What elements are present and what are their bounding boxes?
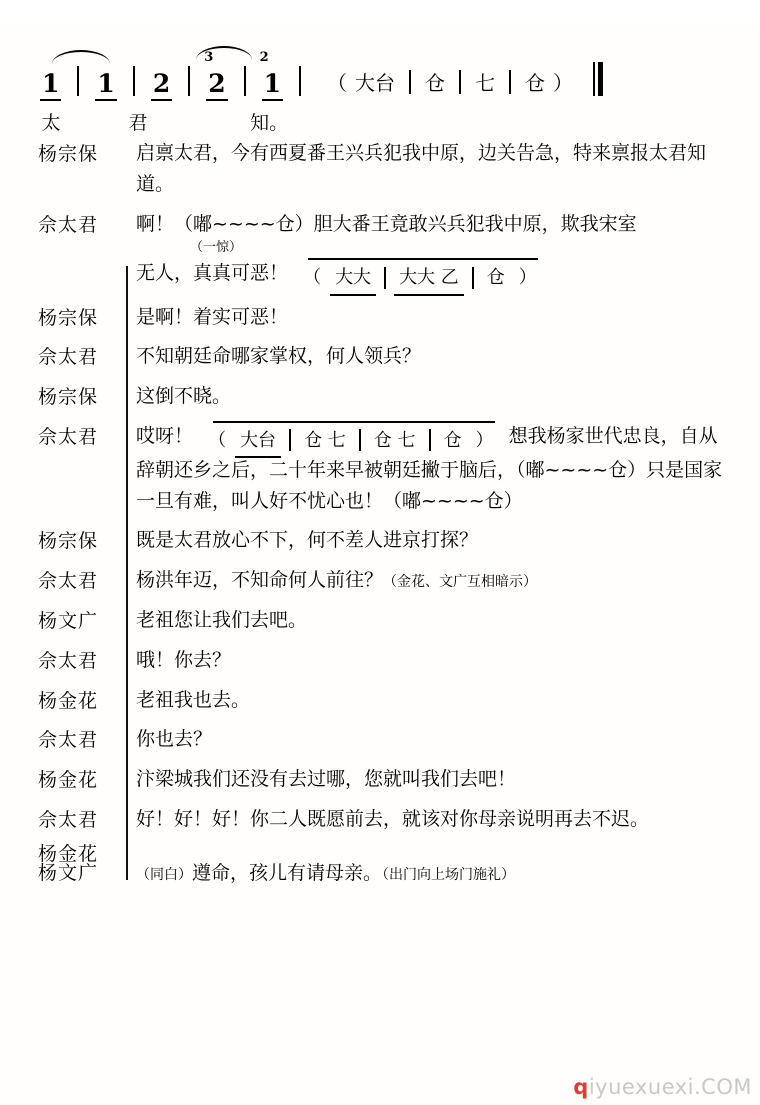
barline [384,267,386,289]
stage-direction: （金花、文广互相暗示） [383,574,538,591]
barline [299,66,301,96]
dialogue-text-after: 想我杨家世代忠良，自从辞朝还乡之后，二十年来早被朝廷撇于脑后，（嘟~~~~仓）只是国家一旦有难，叫人好不忧心也！（嘟~~~~仓） [136,424,723,512]
dialogue-text: 好！好！好！你二人既愿前去，就该对你母亲说明再去不迟。 [136,807,650,830]
lyric-1: 太 [41,112,61,134]
speaker-name: 杨宗保 [38,386,99,409]
perc-syllable-4: 仓 [525,71,546,95]
perc-syllable-2: 仓 [425,71,446,95]
speaker-name: 杨宗保 [38,306,99,329]
dialogue-text: 不知朝廷命哪家掌权，何人领兵？ [136,345,422,368]
perc-syllable-1: 大台 [355,71,396,95]
slur-mark [52,50,110,64]
note-4-value: 2 [208,69,226,98]
stage-direction: （一惊） [190,240,243,256]
sheet-music-page [0,20,760,1105]
speaker-name: 杨宗保 [38,143,99,165]
grace-mark: 3 [204,50,214,65]
perc-syllable-1: 大台 [233,426,283,455]
dialogue-text [124,844,734,889]
dialogue-text: 老祖我也去。 [136,688,251,711]
dialogue-line [38,844,734,889]
perc-syllable-4: 仓 [443,429,462,451]
perc-syllable-3: 仓 [486,267,505,289]
dialogue-line [38,421,734,517]
dialogue-text [124,565,734,596]
perc-syllable-2: 大大 乙 [392,263,466,292]
note-2: 1 [97,69,115,98]
watermark [573,1075,752,1099]
dialogue-text: 哦！你去？ [136,648,232,671]
barline [509,70,511,94]
lyric-row [40,108,324,135]
dialogue-text: 是啊！着实可恶！ [136,305,289,328]
barline [359,429,361,451]
dialogue-line [38,381,734,412]
final-barline-thin [593,62,595,96]
percussion-bracket [308,258,538,260]
barline [409,70,411,94]
note-5 [259,50,283,98]
perc-syllable-1: 大大 [328,263,378,292]
percussion-bracket [213,421,494,423]
dialogue-line [38,302,734,333]
stage-direction: （出门向上场门施礼） [382,866,516,883]
note-5-value: 1 [263,69,282,98]
paren-open: （ [327,71,348,95]
perc-syllable-3: 仓 七 [373,429,416,451]
paren-close: ） [553,71,574,95]
dialogue-line [38,645,734,676]
speaker-name: 佘太君 [38,425,99,448]
dialogue-text: 既是太君放心不下，何不差人进京打探？ [136,529,479,552]
note-row [40,50,603,98]
paren-close: ） [475,429,494,451]
paren-close: ） [518,267,537,289]
notation-line [0,20,760,138]
barline [244,66,246,96]
dialogue-text-part1: 啊！（嘟~~~~仓）胆大番王竟敢兴兵犯我中原，欺我宋室 [136,212,637,235]
dialogue-text-part2 [136,258,734,292]
dialogue-text-main: 遵命，孩儿有请母亲。 [192,861,383,884]
final-barline-thick [598,62,603,96]
dialogue-line [38,565,734,596]
speaker-name-group [38,844,124,883]
speaker-name: 佘太君 [38,346,99,369]
dialogue-line [38,209,734,293]
speaker-name: 佘太君 [38,808,99,831]
watermark-q: q [573,1075,589,1099]
dialogue-line [38,685,734,716]
dialogue-text: 老祖您让我们去吧。 [136,609,308,632]
dialogue-text-lead: 哎呀！ [136,424,194,447]
dialogue-line [38,804,734,835]
barline [429,429,431,451]
dialogue-line [38,764,734,795]
dialogue-prefix: （同白） [136,866,192,883]
dialogue-text: 启禀太君，今有西夏番王兴兵犯我中原，边关告急，特来禀报太君知道。 [136,142,707,195]
dialogue-line [38,605,734,636]
note-4 [204,50,227,98]
speaker-name: 佘太君 [38,649,99,672]
percussion-group [296,263,544,292]
paren-open: （ [303,267,322,289]
dialogue-text: 汴梁城我们还没有去过哪，您就叫我们去吧！ [136,768,517,791]
dialogue-line [38,341,734,372]
paren-open: （ [208,429,227,451]
watermark-text: iyuexuexi.COM [588,1075,752,1099]
barline [289,429,291,451]
speaker-name: 杨宗保 [38,530,99,553]
speaker-name: 杨金花 [38,689,99,712]
dialogue-line [38,138,734,200]
dialogue-block [0,138,760,888]
dialogue-text-main: 杨洪年迈，不知命何人前往？ [136,569,384,592]
note-1: 1 [42,69,60,98]
dialogue-text: 这倒不晓。 [136,385,232,408]
barline [459,70,461,94]
dialogue-line [38,525,734,556]
perc-syllable-3: 七 [475,71,496,95]
speaker-name-1: 杨金花 [38,842,99,865]
dialogue-text-part2-text: 无人，真真可恶！ [136,262,289,285]
speaker-name: 佘太君 [38,213,99,236]
lyric-3: 知。 [250,112,289,134]
perc-syllable-2: 仓 七 [304,429,346,451]
speaker-name: 佘太君 [38,729,99,752]
barline [188,66,190,96]
dialogue-text [124,209,734,293]
dialogue-line [38,724,734,755]
speaker-name: 佘太君 [38,570,99,593]
slur-mark [196,46,252,60]
lyric-2: 君 [128,112,148,134]
grace-mark: 2 [259,50,269,65]
barline [472,267,474,289]
speaker-name: 杨金花 [38,769,99,792]
speaker-name-2: 杨文广 [38,861,99,884]
barline [133,66,135,96]
note-3: 2 [152,69,171,98]
speaker-name: 杨文广 [38,610,99,633]
dialogue-text [124,421,734,517]
dialogue-text: 你也去？ [136,728,213,751]
vertical-divider-rule [126,266,128,880]
percussion-group [201,426,500,455]
percussion-parenthetical [323,67,577,96]
barline [77,66,79,96]
